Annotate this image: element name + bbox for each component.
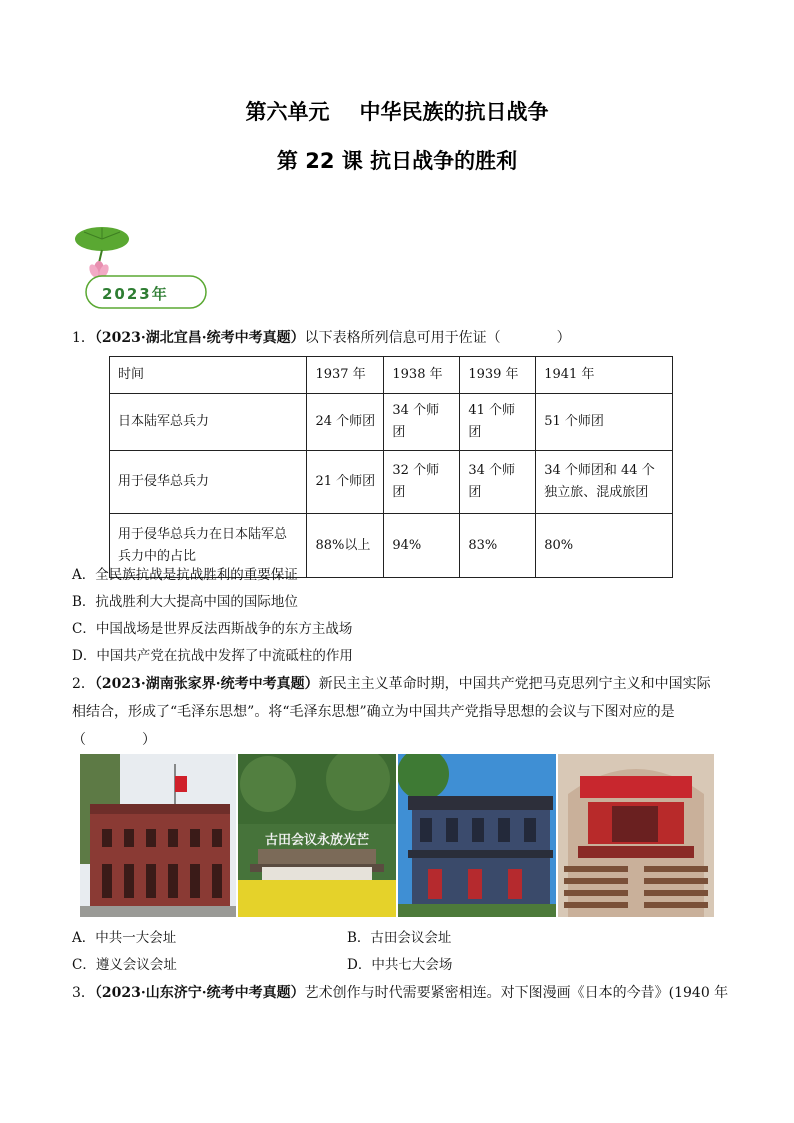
- q2-option-c: C．遵义会议会址: [72, 957, 177, 973]
- table-row: [110, 394, 673, 451]
- table-cell: 用于侵华总兵力: [110, 451, 307, 514]
- table-cell: 日本陆军总兵力: [110, 394, 307, 451]
- data-table: [109, 356, 673, 578]
- question-2-source: （2023·湖南张家界·统考中考真题）: [94, 676, 319, 692]
- table-cell: 24 个师团: [307, 394, 384, 451]
- photo-gutian-site: [238, 754, 396, 917]
- lesson-title: 第 22 课 抗日战争的胜利: [276, 149, 518, 173]
- table-cell: 用于侵华总兵力在日本陆军总兵力中的占比: [110, 514, 307, 578]
- option-b: B．抗战胜利大大提高中国的国际地位: [72, 594, 298, 610]
- q2-option-b: B．古田会议会址: [347, 930, 452, 946]
- table-header-row: [110, 357, 673, 394]
- table-row: [110, 451, 673, 514]
- table-cell: 34 个师团: [384, 394, 460, 451]
- table-cell: 88%以上: [307, 514, 384, 578]
- table-header-cell: 1939 年: [460, 357, 536, 394]
- question-1-source: （2023·湖北宜昌·统考中考真题）: [94, 330, 305, 346]
- table-cell: 34 个师团和 44 个独立旅、混成旅团: [536, 451, 673, 514]
- option-c: C．中国战场是世界反法西斯战争的东方主战场: [72, 621, 353, 637]
- table-cell: 34 个师团: [460, 451, 536, 514]
- unit-name: 中华民族的抗日战争: [359, 100, 549, 124]
- photo-strip: [80, 754, 714, 917]
- option-d: D．中国共产党在抗战中发挥了中流砥柱的作用: [72, 648, 353, 664]
- table-header-cell: 时间: [110, 357, 307, 394]
- photo-zunyi-site: [398, 754, 556, 917]
- question-1-stem: 1．（2023·湖北宜昌·统考中考真题）以下表格所列信息可用于佐证（ ）: [72, 330, 571, 346]
- table-header-cell: 1938 年: [384, 357, 460, 394]
- table-cell: 94%: [384, 514, 460, 578]
- question-2-stem: 2．（2023·湖南张家界·统考中考真题）新民主主义革命时期，中国共产党把马克思列宁主义和中国实际 相结合，形成了“毛泽东思想”。将“毛泽东思想”确立为中国共产党指导思想的会议与下图对应的是 （ ）: [72, 676, 711, 748]
- q2-option-a: A．中共一大会址: [72, 930, 177, 946]
- unit-title: [0, 96, 794, 126]
- question-3-stem: 3．（2023·山东济宁·统考中考真题）艺术创作与时代需要紧密相连。对下图漫画《日本的今昔》(1940 年: [72, 985, 729, 1001]
- table-cell: 51 个师团: [536, 394, 673, 451]
- table-cell: 41 个师团: [460, 394, 536, 451]
- table-cell: 21 个师团: [307, 451, 384, 514]
- option-a: A．全民族抗战是抗战胜利的重要保证: [72, 567, 298, 583]
- question-3-source: （2023·山东济宁·统考中考真题）: [94, 985, 305, 1001]
- photo-brick-building: [80, 754, 236, 917]
- table-header-cell: 1937 年: [307, 357, 384, 394]
- table-cell: 80%: [536, 514, 673, 578]
- q2-option-d: D．中共七大会场: [347, 957, 453, 973]
- table-cell: 32 个师团: [384, 451, 460, 514]
- photo-sign-text: 古田会议永放光芒: [264, 833, 370, 848]
- photo-seventh-congress-hall: [558, 754, 714, 917]
- table-header-cell: 1941 年: [536, 357, 673, 394]
- table-cell: 83%: [460, 514, 536, 578]
- year-label: 2023年: [102, 285, 169, 303]
- red-flag-icon: [175, 776, 187, 792]
- unit-label: 第六单元: [245, 100, 330, 124]
